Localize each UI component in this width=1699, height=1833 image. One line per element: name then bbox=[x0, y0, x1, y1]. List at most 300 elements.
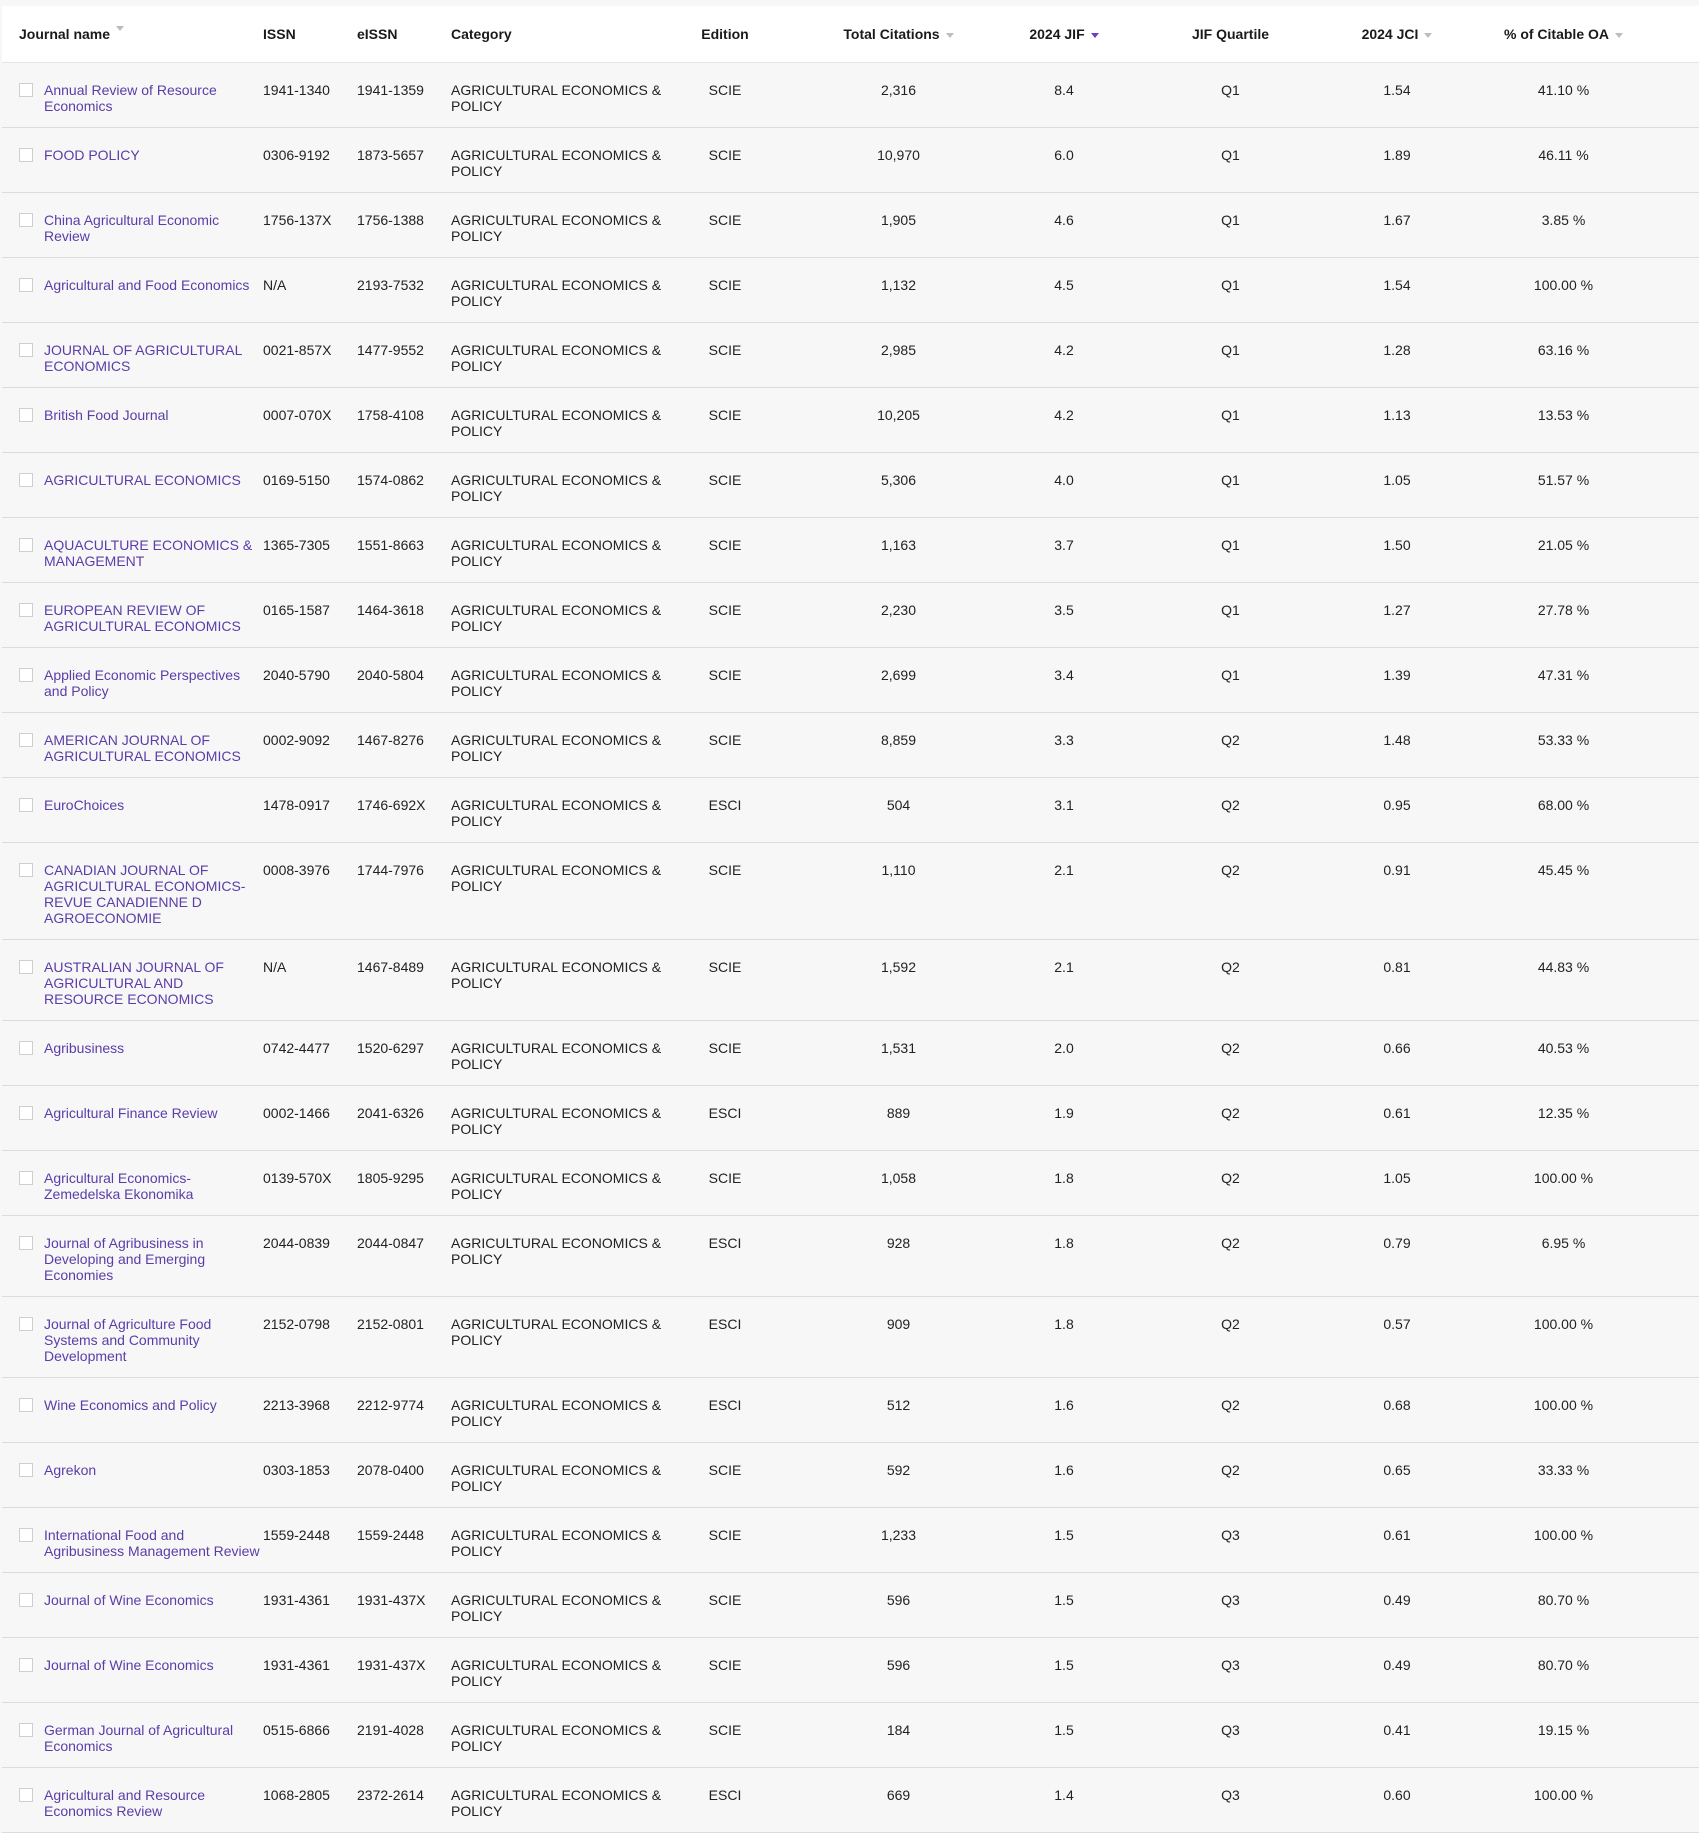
category-cell: AGRICULTURAL ECONOMICS & POLICY bbox=[451, 1105, 662, 1137]
eissn-cell: 2372-2614 bbox=[357, 1787, 424, 1803]
row-checkbox[interactable] bbox=[19, 278, 33, 292]
issn-cell: 2213-3968 bbox=[263, 1397, 330, 1413]
total-citations-cell: 1,233 bbox=[880, 1527, 917, 1543]
issn-cell: 0002-1466 bbox=[263, 1105, 330, 1121]
jif-cell: 3.4 bbox=[1054, 667, 1074, 683]
edition-cell: SCIE bbox=[708, 212, 742, 228]
jci-cell: 1.13 bbox=[1383, 407, 1411, 423]
journal-name-cell bbox=[2, 258, 263, 293]
jif-cell: 1.5 bbox=[1054, 1657, 1074, 1673]
row-checkbox[interactable] bbox=[19, 1171, 33, 1185]
issn-cell: 1559-2448 bbox=[263, 1527, 330, 1543]
citable-oa-cell: 51.57 % bbox=[1537, 472, 1590, 488]
edition-cell: SCIE bbox=[708, 1657, 742, 1673]
row-checkbox[interactable] bbox=[19, 343, 33, 357]
table-row bbox=[2, 648, 1699, 713]
journal-name-cell bbox=[2, 1021, 263, 1056]
citable-oa-cell: 80.70 % bbox=[1537, 1592, 1590, 1608]
jci-cell: 1.54 bbox=[1383, 82, 1411, 98]
eissn-cell: 1746-692X bbox=[357, 797, 426, 813]
journal-name-cell bbox=[2, 583, 263, 634]
table-row bbox=[2, 1768, 1699, 1833]
journal-name-link[interactable]: German Journal of Agricultural Economics bbox=[44, 1722, 234, 1754]
category-cell: AGRICULTURAL ECONOMICS & POLICY bbox=[451, 1657, 662, 1689]
edition-cell: SCIE bbox=[708, 472, 742, 488]
journal-name-cell bbox=[2, 1297, 263, 1364]
sort-caret-icon bbox=[116, 26, 124, 31]
total-citations-cell: 909 bbox=[886, 1316, 911, 1332]
jif-cell: 1.6 bbox=[1054, 1397, 1074, 1413]
journal-name-link[interactable]: AUSTRALIAN JOURNAL OF AGRICULTURAL AND RESOURCE ECONOMICS bbox=[44, 959, 224, 1007]
jci-cell: 1.39 bbox=[1383, 667, 1411, 683]
jci-cell: 0.61 bbox=[1383, 1527, 1411, 1543]
jif-quartile-cell: Q2 bbox=[1221, 1040, 1240, 1056]
citable-oa-cell: 40.53 % bbox=[1537, 1040, 1590, 1056]
jci-cell: 0.57 bbox=[1383, 1316, 1411, 1332]
row-checkbox[interactable] bbox=[19, 1398, 33, 1412]
category-cell: AGRICULTURAL ECONOMICS & POLICY bbox=[451, 1462, 662, 1494]
issn-cell: 2044-0839 bbox=[263, 1235, 330, 1251]
jci-cell: 0.65 bbox=[1383, 1462, 1411, 1478]
category-cell: AGRICULTURAL ECONOMICS & POLICY bbox=[451, 472, 662, 504]
journal-name-cell bbox=[2, 1768, 263, 1819]
citable-oa-cell: 44.83 % bbox=[1537, 959, 1590, 975]
journal-name-link[interactable]: Agribusiness bbox=[44, 1040, 125, 1056]
category-cell: AGRICULTURAL ECONOMICS & POLICY bbox=[451, 1316, 662, 1348]
table-row bbox=[2, 63, 1699, 128]
citable-oa-cell: 21.05 % bbox=[1537, 537, 1590, 553]
edition-cell: SCIE bbox=[708, 959, 742, 975]
edition-cell: SCIE bbox=[708, 1040, 742, 1056]
citable-oa-cell: 47.31 % bbox=[1537, 667, 1590, 683]
table-row bbox=[2, 1378, 1699, 1443]
table-row bbox=[2, 843, 1699, 940]
jif-quartile-cell: Q3 bbox=[1221, 1657, 1240, 1673]
jif-cell: 3.5 bbox=[1054, 602, 1074, 618]
eissn-cell: 2044-0847 bbox=[357, 1235, 424, 1251]
eissn-cell: 2212-9774 bbox=[357, 1397, 424, 1413]
jif-quartile-cell: Q1 bbox=[1221, 212, 1240, 228]
journal-name-cell bbox=[2, 1216, 263, 1283]
header-journal-name[interactable]: Journal name bbox=[2, 26, 263, 42]
jci-cell: 1.89 bbox=[1383, 147, 1411, 163]
jif-cell: 4.6 bbox=[1054, 212, 1074, 228]
jif-quartile-cell: Q2 bbox=[1221, 1235, 1240, 1251]
edition-cell: ESCI bbox=[708, 1787, 742, 1803]
journal-name-cell bbox=[2, 1508, 263, 1559]
journal-name-cell bbox=[2, 1638, 263, 1673]
row-checkbox[interactable] bbox=[19, 960, 33, 974]
jci-cell: 0.81 bbox=[1383, 959, 1411, 975]
citable-oa-cell: 13.53 % bbox=[1537, 407, 1590, 423]
citable-oa-cell: 53.33 % bbox=[1537, 732, 1590, 748]
eissn-cell: 2152-0801 bbox=[357, 1316, 424, 1332]
edition-cell: SCIE bbox=[708, 1462, 742, 1478]
jif-cell: 2.1 bbox=[1054, 959, 1074, 975]
eissn-cell: 1756-1388 bbox=[357, 212, 424, 228]
jif-quartile-cell: Q2 bbox=[1221, 1316, 1240, 1332]
total-citations-cell: 1,058 bbox=[880, 1170, 917, 1186]
category-cell: AGRICULTURAL ECONOMICS & POLICY bbox=[451, 732, 662, 764]
journal-name-link[interactable]: Agricultural and Food Economics bbox=[44, 277, 250, 293]
journal-name-cell bbox=[2, 388, 263, 423]
edition-cell: SCIE bbox=[708, 407, 742, 423]
edition-cell: SCIE bbox=[708, 732, 742, 748]
journal-name-link[interactable]: Wine Economics and Policy bbox=[44, 1397, 217, 1413]
category-cell: AGRICULTURAL ECONOMICS & POLICY bbox=[451, 1040, 662, 1072]
eissn-cell: 2193-7532 bbox=[357, 277, 424, 293]
jif-quartile-cell: Q3 bbox=[1221, 1787, 1240, 1803]
header-citable-oa[interactable]: % of Citable OA bbox=[1447, 26, 1680, 42]
journal-name-link[interactable]: AQUACULTURE ECONOMICS & MANAGEMENT bbox=[44, 537, 253, 569]
jif-quartile-cell: Q3 bbox=[1221, 1592, 1240, 1608]
jif-quartile-cell: Q2 bbox=[1221, 1397, 1240, 1413]
table-row bbox=[2, 1703, 1699, 1768]
row-checkbox[interactable] bbox=[19, 148, 33, 162]
jci-cell: 1.05 bbox=[1383, 472, 1411, 488]
eissn-cell: 1758-4108 bbox=[357, 407, 424, 423]
row-checkbox[interactable] bbox=[19, 538, 33, 552]
jci-cell: 0.61 bbox=[1383, 1105, 1411, 1121]
issn-cell: 0139-570X bbox=[263, 1170, 332, 1186]
jci-cell: 0.68 bbox=[1383, 1397, 1411, 1413]
edition-cell: SCIE bbox=[708, 82, 742, 98]
journal-name-link[interactable]: Agricultural Finance Review bbox=[44, 1105, 218, 1121]
issn-cell: 2152-0798 bbox=[263, 1316, 330, 1332]
journal-name-link[interactable]: CANADIAN JOURNAL OF AGRICULTURAL ECONOMICS-REVUE CANADIENNE D AGROECONOMIE bbox=[44, 862, 246, 926]
eissn-cell: 1931-437X bbox=[357, 1657, 426, 1673]
eissn-cell: 1464-3618 bbox=[357, 602, 424, 618]
total-citations-cell: 1,132 bbox=[880, 277, 917, 293]
total-citations-cell: 1,163 bbox=[880, 537, 917, 553]
total-citations-cell: 889 bbox=[886, 1105, 911, 1121]
jci-cell: 1.28 bbox=[1383, 342, 1411, 358]
jci-cell: 0.79 bbox=[1383, 1235, 1411, 1251]
row-checkbox[interactable] bbox=[19, 1317, 33, 1331]
total-citations-cell: 2,316 bbox=[880, 82, 917, 98]
edition-cell: SCIE bbox=[708, 342, 742, 358]
row-checkbox[interactable] bbox=[19, 1658, 33, 1672]
jif-quartile-cell: Q1 bbox=[1221, 342, 1240, 358]
table-row bbox=[2, 1021, 1699, 1086]
citable-oa-cell: 3.85 % bbox=[1541, 212, 1586, 228]
eissn-cell: 1559-2448 bbox=[357, 1527, 424, 1543]
issn-cell: 2040-5790 bbox=[263, 667, 330, 683]
table-row bbox=[2, 778, 1699, 843]
journal-name-link[interactable]: EUROPEAN REVIEW OF AGRICULTURAL ECONOMICS bbox=[44, 602, 241, 634]
row-checkbox[interactable] bbox=[19, 213, 33, 227]
category-cell: AGRICULTURAL ECONOMICS & POLICY bbox=[451, 1397, 662, 1429]
issn-cell: 0515-6866 bbox=[263, 1722, 330, 1738]
citable-oa-cell: 100.00 % bbox=[1533, 1170, 1594, 1186]
jif-cell: 1.4 bbox=[1054, 1787, 1074, 1803]
issn-cell: 1756-137X bbox=[263, 212, 332, 228]
issn-cell: 0002-9092 bbox=[263, 732, 330, 748]
header-jif-quartile: JIF Quartile bbox=[1191, 26, 1270, 42]
eissn-cell: 1467-8276 bbox=[357, 732, 424, 748]
total-citations-cell: 1,531 bbox=[880, 1040, 917, 1056]
issn-cell: 0742-4477 bbox=[263, 1040, 330, 1056]
row-checkbox[interactable] bbox=[19, 408, 33, 422]
jif-cell: 3.3 bbox=[1054, 732, 1074, 748]
edition-cell: SCIE bbox=[708, 277, 742, 293]
total-citations-cell: 2,230 bbox=[880, 602, 917, 618]
jif-quartile-cell: Q2 bbox=[1221, 862, 1240, 878]
journal-name-link[interactable]: International Food and Agribusiness Management Review bbox=[44, 1527, 260, 1559]
row-checkbox[interactable] bbox=[19, 1788, 33, 1802]
table-row bbox=[2, 1573, 1699, 1638]
eissn-cell: 1520-6297 bbox=[357, 1040, 424, 1056]
table-row bbox=[2, 713, 1699, 778]
journal-name-link[interactable]: JOURNAL OF AGRICULTURAL ECONOMICS bbox=[44, 342, 242, 374]
row-checkbox[interactable] bbox=[19, 1463, 33, 1477]
jci-cell: 0.91 bbox=[1383, 862, 1411, 878]
journal-name-link[interactable]: Journal of Wine Economics bbox=[44, 1592, 214, 1608]
jif-cell: 2.0 bbox=[1054, 1040, 1074, 1056]
jif-quartile-cell: Q2 bbox=[1221, 959, 1240, 975]
edition-cell: ESCI bbox=[708, 1397, 742, 1413]
journal-table bbox=[2, 6, 1699, 1833]
jif-cell: 1.5 bbox=[1054, 1722, 1074, 1738]
category-cell: AGRICULTURAL ECONOMICS & POLICY bbox=[451, 342, 662, 374]
eissn-cell: 1931-437X bbox=[357, 1592, 426, 1608]
category-cell: AGRICULTURAL ECONOMICS & POLICY bbox=[451, 1235, 662, 1267]
journal-name-link[interactable]: China Agricultural Economic Review bbox=[44, 212, 220, 244]
jif-cell: 4.2 bbox=[1054, 407, 1074, 423]
jif-quartile-cell: Q1 bbox=[1221, 537, 1240, 553]
row-checkbox[interactable] bbox=[19, 798, 33, 812]
journal-name-link[interactable]: FOOD POLICY bbox=[44, 147, 140, 163]
edition-cell: ESCI bbox=[708, 1316, 742, 1332]
table-row bbox=[2, 1297, 1699, 1378]
jci-cell: 0.49 bbox=[1383, 1657, 1411, 1673]
row-checkbox[interactable] bbox=[19, 1593, 33, 1607]
issn-cell: 1931-4361 bbox=[263, 1657, 330, 1673]
journal-name-link[interactable]: Journal of Agribusiness in Developing and Emerging Economies bbox=[44, 1235, 206, 1283]
edition-cell: ESCI bbox=[708, 797, 742, 813]
journal-name-link[interactable]: Agrekon bbox=[44, 1462, 97, 1478]
journal-name-cell bbox=[2, 323, 263, 374]
issn-cell: N/A bbox=[263, 277, 287, 293]
table-row bbox=[2, 453, 1699, 518]
total-citations-cell: 596 bbox=[886, 1657, 911, 1673]
jci-cell: 0.41 bbox=[1383, 1722, 1411, 1738]
header-issn: ISSN bbox=[263, 26, 296, 42]
eissn-cell: 1467-8489 bbox=[357, 959, 424, 975]
jif-cell: 3.1 bbox=[1054, 797, 1074, 813]
row-checkbox[interactable] bbox=[19, 1528, 33, 1542]
total-citations-cell: 512 bbox=[886, 1397, 911, 1413]
jci-cell: 0.66 bbox=[1383, 1040, 1411, 1056]
category-cell: AGRICULTURAL ECONOMICS & POLICY bbox=[451, 277, 662, 309]
journal-name-cell bbox=[2, 193, 263, 244]
citable-oa-cell: 41.10 % bbox=[1537, 82, 1590, 98]
jif-cell: 1.8 bbox=[1054, 1316, 1074, 1332]
sort-caret-icon bbox=[1615, 33, 1623, 38]
row-checkbox[interactable] bbox=[19, 83, 33, 97]
edition-cell: SCIE bbox=[708, 1527, 742, 1543]
table-row bbox=[2, 388, 1699, 453]
jci-cell: 1.05 bbox=[1383, 1170, 1411, 1186]
issn-cell: N/A bbox=[263, 959, 287, 975]
jif-quartile-cell: Q1 bbox=[1221, 472, 1240, 488]
category-cell: AGRICULTURAL ECONOMICS & POLICY bbox=[451, 1787, 662, 1819]
category-cell: AGRICULTURAL ECONOMICS & POLICY bbox=[451, 602, 662, 634]
eissn-cell: 2040-5804 bbox=[357, 667, 424, 683]
jif-quartile-cell: Q1 bbox=[1221, 407, 1240, 423]
issn-cell: 1365-7305 bbox=[263, 537, 330, 553]
jif-quartile-cell: Q1 bbox=[1221, 602, 1240, 618]
jif-cell: 1.6 bbox=[1054, 1462, 1074, 1478]
eissn-cell: 2041-6326 bbox=[357, 1105, 424, 1121]
jif-cell: 4.2 bbox=[1054, 342, 1074, 358]
category-cell: AGRICULTURAL ECONOMICS & POLICY bbox=[451, 862, 662, 894]
table-row bbox=[2, 1443, 1699, 1508]
category-cell: AGRICULTURAL ECONOMICS & POLICY bbox=[451, 1170, 662, 1202]
journal-name-cell bbox=[2, 1573, 263, 1608]
citable-oa-cell: 33.33 % bbox=[1537, 1462, 1590, 1478]
table-row bbox=[2, 193, 1699, 258]
journal-name-link[interactable]: Applied Economic Perspectives and Policy bbox=[44, 667, 241, 699]
issn-cell: 1941-1340 bbox=[263, 82, 330, 98]
jif-quartile-cell: Q1 bbox=[1221, 277, 1240, 293]
citable-oa-cell: 68.00 % bbox=[1537, 797, 1590, 813]
journal-name-cell bbox=[2, 1086, 263, 1121]
table-row bbox=[2, 1086, 1699, 1151]
journal-name-link[interactable]: AMERICAN JOURNAL OF AGRICULTURAL ECONOMICS bbox=[44, 732, 241, 764]
edition-cell: SCIE bbox=[708, 862, 742, 878]
row-checkbox[interactable] bbox=[19, 473, 33, 487]
edition-cell: SCIE bbox=[708, 537, 742, 553]
table-row bbox=[2, 1151, 1699, 1216]
row-checkbox[interactable] bbox=[19, 668, 33, 682]
header-total-citations[interactable]: Total Citations bbox=[783, 26, 1014, 42]
jif-quartile-cell: Q2 bbox=[1221, 1462, 1240, 1478]
journal-name-cell bbox=[2, 940, 263, 1007]
table-row bbox=[2, 1508, 1699, 1573]
edition-cell: SCIE bbox=[708, 602, 742, 618]
jif-quartile-cell: Q2 bbox=[1221, 797, 1240, 813]
citable-oa-cell: 100.00 % bbox=[1533, 1787, 1594, 1803]
total-citations-cell: 8,859 bbox=[880, 732, 917, 748]
jif-cell: 6.0 bbox=[1054, 147, 1074, 163]
jif-cell: 1.5 bbox=[1054, 1592, 1074, 1608]
jci-cell: 1.48 bbox=[1383, 732, 1411, 748]
citable-oa-cell: 80.70 % bbox=[1537, 1657, 1590, 1673]
citable-oa-cell: 12.35 % bbox=[1537, 1105, 1590, 1121]
jif-cell: 8.4 bbox=[1054, 82, 1074, 98]
jif-quartile-cell: Q1 bbox=[1221, 82, 1240, 98]
total-citations-cell: 1,592 bbox=[880, 959, 917, 975]
eissn-cell: 2191-4028 bbox=[357, 1722, 424, 1738]
citable-oa-cell: 100.00 % bbox=[1533, 1316, 1594, 1332]
citable-oa-cell: 100.00 % bbox=[1533, 1527, 1594, 1543]
issn-cell: 1068-2805 bbox=[263, 1787, 330, 1803]
jif-cell: 1.8 bbox=[1054, 1170, 1074, 1186]
issn-cell: 1931-4361 bbox=[263, 1592, 330, 1608]
journal-name-cell bbox=[2, 778, 263, 813]
journal-name-cell bbox=[2, 1151, 263, 1202]
journal-name-link[interactable]: EuroChoices bbox=[44, 797, 125, 813]
jif-cell: 4.5 bbox=[1054, 277, 1074, 293]
total-citations-cell: 1,905 bbox=[880, 212, 917, 228]
category-cell: AGRICULTURAL ECONOMICS & POLICY bbox=[451, 147, 662, 179]
jif-cell: 3.7 bbox=[1054, 537, 1074, 553]
journal-name-link[interactable]: Journal of Agriculture Food Systems and Community Development bbox=[44, 1316, 212, 1364]
category-cell: AGRICULTURAL ECONOMICS & POLICY bbox=[451, 212, 662, 244]
table-header bbox=[2, 6, 1699, 63]
category-cell: AGRICULTURAL ECONOMICS & POLICY bbox=[451, 1592, 662, 1624]
category-cell: AGRICULTURAL ECONOMICS & POLICY bbox=[451, 1527, 662, 1559]
citable-oa-cell: 63.16 % bbox=[1537, 342, 1590, 358]
row-checkbox[interactable] bbox=[19, 1041, 33, 1055]
eissn-cell: 1941-1359 bbox=[357, 82, 424, 98]
journal-name-link[interactable]: AGRICULTURAL ECONOMICS bbox=[44, 472, 241, 488]
journal-name-cell bbox=[2, 1378, 263, 1413]
table-row bbox=[2, 518, 1699, 583]
row-checkbox[interactable] bbox=[19, 863, 33, 877]
jif-cell: 4.0 bbox=[1054, 472, 1074, 488]
table-row bbox=[2, 323, 1699, 388]
jif-quartile-cell: Q3 bbox=[1221, 1722, 1240, 1738]
header-jif[interactable]: 2024 JIF bbox=[1014, 26, 1114, 42]
row-checkbox[interactable] bbox=[19, 603, 33, 617]
edition-cell: ESCI bbox=[708, 1105, 742, 1121]
journal-name-cell bbox=[2, 128, 263, 163]
journal-name-link[interactable]: Agricultural Economics-Zemedelska Ekonomika bbox=[44, 1170, 194, 1202]
jif-quartile-cell: Q1 bbox=[1221, 667, 1240, 683]
category-cell: AGRICULTURAL ECONOMICS & POLICY bbox=[451, 407, 662, 439]
row-checkbox[interactable] bbox=[19, 733, 33, 747]
total-citations-cell: 2,699 bbox=[880, 667, 917, 683]
header-jci[interactable]: 2024 JCI bbox=[1347, 26, 1447, 42]
category-cell: AGRICULTURAL ECONOMICS & POLICY bbox=[451, 797, 662, 829]
journal-name-cell bbox=[2, 453, 263, 488]
jci-cell: 1.50 bbox=[1383, 537, 1411, 553]
journal-name-cell bbox=[2, 518, 263, 569]
journal-name-link[interactable]: Annual Review of Resource Economics bbox=[44, 82, 217, 114]
eissn-cell: 2078-0400 bbox=[357, 1462, 424, 1478]
journal-name-cell bbox=[2, 1443, 263, 1478]
journal-name-cell bbox=[2, 713, 263, 764]
citable-oa-cell: 6.95 % bbox=[1541, 1235, 1586, 1251]
jci-cell: 0.49 bbox=[1383, 1592, 1411, 1608]
journal-name-link[interactable]: British Food Journal bbox=[44, 407, 169, 423]
journal-name-link[interactable]: Agricultural and Resource Economics Review bbox=[44, 1787, 206, 1819]
jci-cell: 0.95 bbox=[1383, 797, 1411, 813]
row-checkbox[interactable] bbox=[19, 1236, 33, 1250]
eissn-cell: 1805-9295 bbox=[357, 1170, 424, 1186]
jif-quartile-cell: Q2 bbox=[1221, 1105, 1240, 1121]
journal-name-link[interactable]: Journal of Wine Economics bbox=[44, 1657, 214, 1673]
total-citations-cell: 10,205 bbox=[877, 407, 920, 423]
edition-cell: ESCI bbox=[708, 1235, 742, 1251]
category-cell: AGRICULTURAL ECONOMICS & POLICY bbox=[451, 82, 662, 114]
citable-oa-cell: 100.00 % bbox=[1533, 277, 1594, 293]
journal-name-cell bbox=[2, 843, 263, 926]
citable-oa-cell: 27.78 % bbox=[1537, 602, 1590, 618]
jif-quartile-cell: Q1 bbox=[1221, 147, 1240, 163]
journal-name-cell bbox=[2, 648, 263, 699]
row-checkbox[interactable] bbox=[19, 1106, 33, 1120]
total-citations-cell: 1,110 bbox=[881, 862, 916, 878]
edition-cell: SCIE bbox=[708, 1170, 742, 1186]
row-checkbox[interactable] bbox=[19, 1723, 33, 1737]
journal-name-cell bbox=[2, 63, 263, 114]
header-eissn: eISSN bbox=[357, 26, 398, 42]
jif-cell: 1.8 bbox=[1054, 1235, 1074, 1251]
eissn-cell: 1744-7976 bbox=[357, 862, 424, 878]
